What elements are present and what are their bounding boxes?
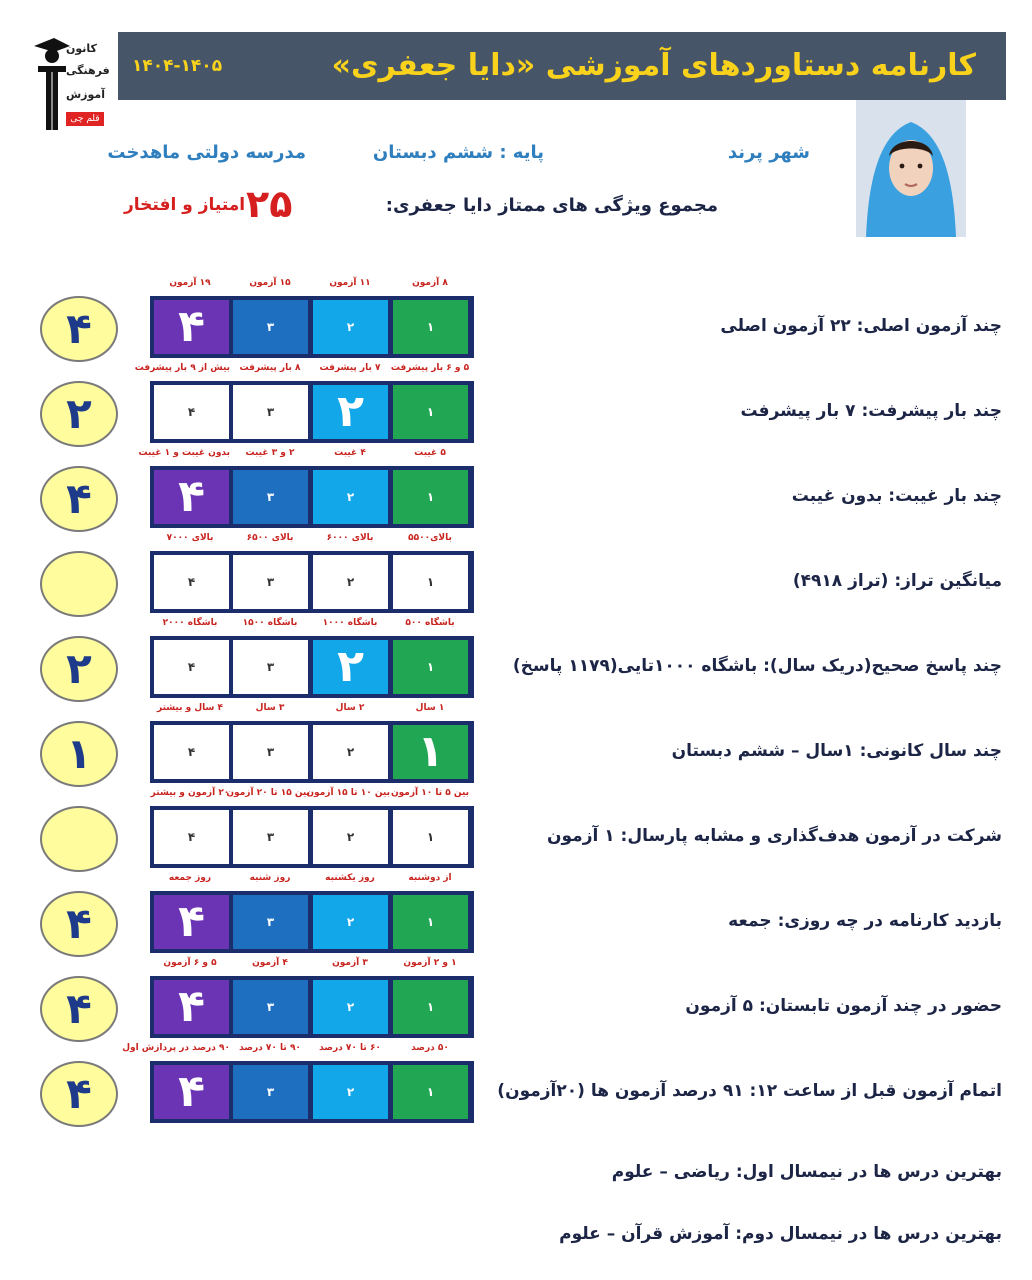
tier-cell: ۱ [393,895,468,949]
tier-label: ۳ آزمون [332,958,368,968]
score-circle: ۱ [40,721,118,787]
tier-label: ۳ سال [255,703,285,713]
tier-cell: ۲ [313,470,388,524]
tier-label: بالای۵۵۰۰ [408,533,452,543]
tier-label: ۱ و ۲ آزمون [403,958,457,968]
tier-cell: ۱ [393,980,468,1034]
score-circle: ۴ [40,976,118,1042]
tier-label: ۴ غیبت [334,448,366,458]
tier-boxes [150,721,474,783]
best-subjects-term-2: بهترین درس ها در نیمسال دوم: آموزش قرآن – علوم [559,1224,1002,1244]
achievement-question: اتمام آزمون قبل از ساعت ۱۲: ۹۱ درصد آزمون ها (۲۰آزمون) [497,1081,1002,1101]
best-subjects-term-1: بهترین درس ها در نیمسال اول: ریاضی – علوم [611,1162,1002,1182]
tier-label: بین ۱۰ تا ۱۵ آزمون [306,788,390,798]
tier-cell: ۳ [233,810,308,864]
tier-cell: ۱ [393,640,468,694]
tier-cell: ۳ [233,725,308,779]
tier-cell: ۲ [313,385,388,439]
total-suffix: امتیاز و افتخار [124,195,246,215]
tier-cell: ۳ [233,980,308,1034]
tier-cell: ۱ [393,470,468,524]
score-circle: ۲ [40,636,118,702]
tier-label: روز شنبه [249,873,291,883]
tier-cell: ۲ [313,895,388,949]
logo-line-2: فرهنگی [66,64,110,77]
tier-cell: ۱ [393,555,468,609]
tier-label: بین ۱۵ تا ۲۰ آزمون [226,788,310,798]
achievement-question: حضور در چند آزمون تابستان: ۵ آزمون [685,996,1002,1016]
tier-cell: ۴ [154,385,229,439]
score-circle: ۴ [40,891,118,957]
tier-label: بین ۵ تا ۱۰ آزمون [390,788,470,798]
achievement-question: چند سال کانونی: ۱سال – ششم دبستان [671,741,1002,761]
tier-label: ۱۵ آزمون [249,278,291,288]
tier-label: ۶۰ تا ۷۰ درصد [319,1043,381,1053]
tier-cell: ۳ [233,385,308,439]
academic-years: ۱۴۰۴-۱۴۰۵ [132,56,223,76]
tier-label: ۹۰ درصد در پردازش اول [122,1043,230,1053]
score-circle: ۴ [40,296,118,362]
total-label: مجموع ویژگی های ممتاز دایا جعفری: [385,195,718,216]
tier-cell: ۱ [393,385,468,439]
tier-cell: ۳ [233,555,308,609]
tier-boxes [150,466,474,528]
tier-cell: ۳ [233,300,308,354]
achievement-question: چند بار غیبت: بدون غیبت [791,486,1002,506]
tier-cell: ۴ [154,810,229,864]
student-school: مدرسه دولتی ماهدخت [107,142,306,163]
achievement-question: چند بار پیشرفت: ۷ بار پیشرفت [740,401,1002,421]
tier-cell: ۴ [154,1065,229,1119]
score-circle: ۴ [40,1061,118,1127]
student-grade: پایه : ششم دبستان [372,142,544,163]
student-photo [856,100,966,237]
tier-label: باشگاه ۱۰۰۰ [322,618,378,628]
student-city: شهر پرند [727,142,810,163]
tier-label: روز یکشنبه [325,873,375,883]
tier-label: باشگاه ۱۵۰۰ [242,618,298,628]
total-score: ۲۵ [246,182,293,226]
tier-boxes [150,891,474,953]
tier-cell: ۲ [313,980,388,1034]
tier-boxes [150,381,474,443]
tier-cell: ۴ [154,895,229,949]
tier-cell: ۳ [233,640,308,694]
tier-cell: ۴ [154,640,229,694]
tier-label: ۷ بار پیشرفت [319,363,381,373]
tier-label: ۸ بار پیشرفت [239,363,301,373]
tier-label: ۹۰ تا ۷۰ درصد [239,1043,301,1053]
kanoon-logo [30,32,108,130]
tier-cell: ۲ [313,300,388,354]
tier-cell: ۳ [233,895,308,949]
tier-cell: ۱ [393,1065,468,1119]
tier-cell: ۲ [313,640,388,694]
tier-label: بالای ۶۰۰۰ [326,533,374,543]
tier-cell: ۴ [154,980,229,1034]
score-circle [40,806,118,872]
graduate-figure-icon [30,32,70,130]
tier-label: باشگاه ۲۰۰۰ [162,618,218,628]
achievement-question: شرکت در آزمون هدف‌گذاری و مشابه پارسال: ۱ آزمون [547,826,1002,846]
tier-cell: ۴ [154,300,229,354]
tier-boxes [150,551,474,613]
tier-cell: ۲ [313,725,388,779]
tier-label: بیش از ۹ بار پیشرفت [134,363,230,373]
tier-boxes [150,636,474,698]
tier-cell: ۱ [393,725,468,779]
tier-cell: ۳ [233,1065,308,1119]
tier-label: ۴ آزمون [252,958,288,968]
tier-label: ۱ سال [415,703,445,713]
tier-label: روز جمعه [168,873,212,883]
achievement-question: بازدید کارنامه در چه روزی: جمعه [728,911,1002,931]
tier-label: ۵ و ۶ آزمون [163,958,217,968]
tier-boxes [150,976,474,1038]
header-bar [118,32,1006,100]
score-circle: ۴ [40,466,118,532]
tier-cell: ۲ [313,810,388,864]
logo-line-3: آموزش [66,88,105,101]
tier-cell: ۱ [393,810,468,864]
tier-cell: ۴ [154,470,229,524]
tier-cell: ۱ [393,300,468,354]
tier-label: ۸ آزمون [412,278,448,288]
tier-label: بالای ۶۵۰۰ [246,533,294,543]
achievement-question: چند آزمون اصلی: ۲۲ آزمون اصلی [720,316,1002,336]
tier-cell: ۲ [313,1065,388,1119]
achievement-question: میانگین تراز: (تراز ۴۹۱۸) [792,571,1002,591]
tier-label: ۵ غیبت [414,448,446,458]
tier-cell: ۳ [233,470,308,524]
score-circle [40,551,118,617]
report-title: کارنامه دستاوردهای آموزشی «دایا جعفری» [331,48,976,83]
tier-label: ۲ و ۳ غیبت [245,448,295,458]
tier-label: ۱۱ آزمون [329,278,371,288]
tier-label: بالای ۷۰۰۰ [166,533,214,543]
tier-label: ۵ و ۶ بار پیشرفت [390,363,470,373]
tier-label: ۴ سال و بیشتر [156,703,224,713]
score-circle: ۲ [40,381,118,447]
tier-cell: ۴ [154,555,229,609]
tier-label: از دوشنبه [408,873,452,883]
tier-label: ۵۰ درصد [411,1043,449,1053]
achievement-question: چند پاسخ صحیح(دریک سال): باشگاه ۱۰۰۰تایی(۱۱۷۹ پاسخ) [512,656,1002,676]
tier-boxes [150,806,474,868]
tier-label: ۲ سال [335,703,365,713]
tier-label: ۱۹ آزمون [169,278,211,288]
tier-cell: ۲ [313,555,388,609]
logo-line-1: کانون [66,42,97,55]
tier-boxes [150,1061,474,1123]
logo-badge: قلم چی [66,112,104,126]
tier-label: ۲۰ آزمون و بیشتر [150,788,230,798]
tier-label: بدون غیبت و ۱ غیبت [138,448,230,458]
tier-cell: ۴ [154,725,229,779]
tier-boxes [150,296,474,358]
tier-label: باشگاه ۵۰۰ [405,618,455,628]
